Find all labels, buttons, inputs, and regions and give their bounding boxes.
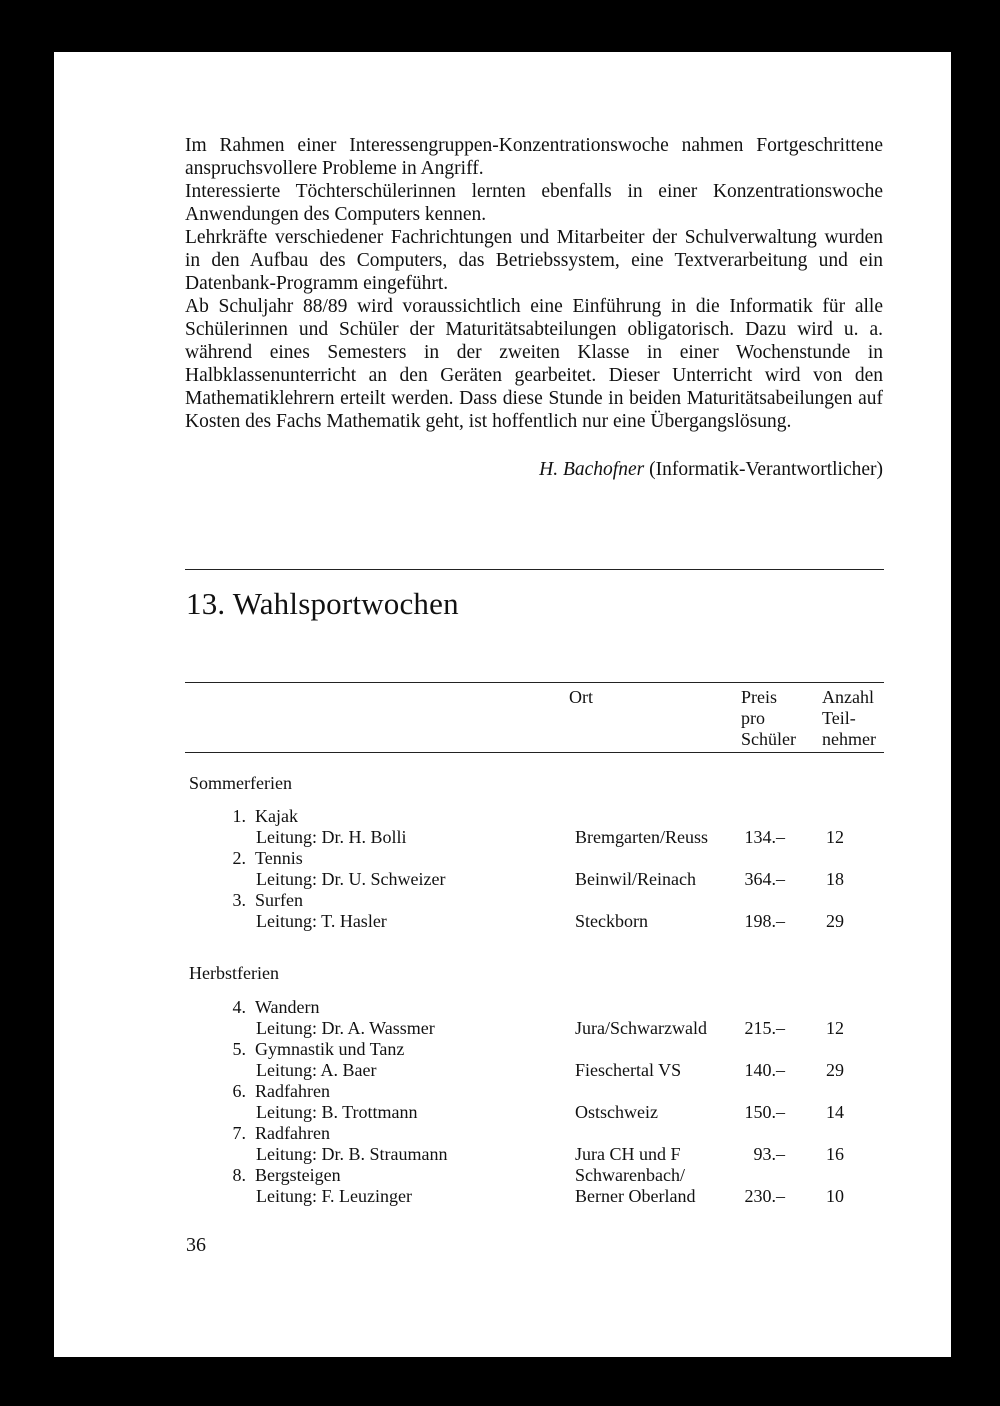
header-preis-line-2: pro	[741, 708, 765, 728]
row-number: 6.	[232, 1081, 246, 1101]
row-preis: 150.–	[744, 1102, 785, 1122]
row-ort: Jura CH und F	[575, 1144, 681, 1164]
row-sport: Gymnastik und Tanz	[255, 1039, 405, 1059]
row-sport: Bergsteigen	[255, 1165, 341, 1185]
row-leitung: Leitung: A. Baer	[256, 1060, 377, 1080]
scan-border-top	[0, 0, 1000, 52]
row-ort: Schwarenbach/	[575, 1165, 685, 1185]
row-anzahl: 16	[826, 1144, 844, 1164]
row-leitung: Leitung: B. Trottmann	[256, 1102, 418, 1122]
row-preis: 198.–	[744, 911, 785, 931]
row-ort: Jura/Schwarzwald	[575, 1018, 707, 1038]
row-sport: Radfahren	[255, 1081, 330, 1101]
row-preis: 134.–	[744, 827, 785, 847]
header-preis-line-3: Schüler	[741, 729, 796, 749]
row-sport: Kajak	[255, 806, 298, 826]
row-number: 4.	[232, 997, 246, 1017]
row-leitung: Leitung: Dr. U. Schweizer	[256, 869, 446, 889]
row-number: 7.	[232, 1123, 246, 1143]
row-ort: Ostschweiz	[575, 1102, 658, 1122]
intro-paragraph-2: Interessierte Töchterschülerinnen lernten ebenfalls in einer Konzentrationswoche Anwendungen des Computers kennen.	[185, 181, 883, 225]
header-preis-line-1: Preis	[741, 687, 777, 707]
intro-paragraph-1: Im Rahmen einer Interessengruppen-Konzentrationswoche nahmen Fortgeschrittene anspruchsvollere Probleme in Angriff.	[185, 135, 883, 179]
row-leitung: Leitung: Dr. A. Wassmer	[256, 1018, 435, 1038]
row-sport: Wandern	[255, 997, 320, 1017]
row-number: 5.	[232, 1039, 246, 1059]
row-number: 1.	[232, 806, 246, 826]
row-anzahl: 14	[826, 1102, 844, 1122]
row-preis: 230.–	[744, 1186, 785, 1206]
intro-paragraph-3: Lehrkräfte verschiedener Fachrichtungen und Mitarbeiter der Schulverwaltung wurden in den Aufbau des Computers, das Betriebssystem, eine Textverarbeitung und ein Datenbank-Programm eingeführt.	[185, 227, 883, 294]
section-divider	[185, 569, 884, 570]
header-anzahl-line-2: Teil-	[822, 708, 856, 728]
table-header-rule	[185, 752, 884, 753]
row-anzahl: 29	[826, 1060, 844, 1080]
row-sport: Radfahren	[255, 1123, 330, 1143]
table-top-rule	[185, 682, 884, 683]
row-sport: Tennis	[255, 848, 303, 868]
intro-paragraph-4: Ab Schuljahr 88/89 wird voraussichtlich eine Einführung in die Informatik für alle Schülerinnen und Schüler der Maturitätsabteilungen obligatorisch. Dazu wird u. a. während eines Semesters in der zweiten Klasse in einer Wochenstunde in Halbklassenunterricht an den Geräten gearbeitet. Dieser Unterricht wird von den Mathematiklehrern erteilt werden. Dass diese Stunde in beiden Maturitätsabeilungen auf Kosten des Fachs Mathematik geht, ist hoffentlich nur eine Übergangslösung.	[185, 296, 883, 432]
row-leitung: Leitung: F. Leuzinger	[256, 1186, 413, 1206]
intro-text	[185, 134, 883, 433]
row-anzahl: 18	[826, 869, 844, 889]
row-anzahl: 10	[826, 1186, 844, 1206]
page-number: 36	[186, 1234, 206, 1256]
group-label-sommerferien: Sommerferien	[189, 773, 292, 793]
row-leitung: Leitung: Dr. H. Bolli	[256, 827, 407, 847]
group-label-herbstferien: Herbstferien	[189, 963, 279, 983]
row-ort: Bremgarten/Reuss	[575, 827, 708, 847]
row-anzahl: 12	[826, 1018, 844, 1038]
scan-border-bottom	[0, 1357, 1000, 1406]
section-title: 13. Wahlsportwochen	[186, 586, 459, 621]
row-ort-line-2: Berner Oberland	[575, 1186, 696, 1206]
signature-name: H. Bachofner	[539, 459, 645, 480]
row-number: 8.	[232, 1165, 246, 1185]
row-number: 3.	[232, 890, 246, 910]
row-anzahl: 12	[826, 827, 844, 847]
row-leitung: Leitung: T. Hasler	[256, 911, 387, 931]
row-ort: Beinwil/Reinach	[575, 869, 696, 889]
header-preis	[741, 687, 796, 750]
signature	[185, 459, 883, 481]
header-anzahl-line-3: nehmer	[822, 729, 876, 749]
row-preis: 215.–	[744, 1018, 785, 1038]
row-leitung: Leitung: Dr. B. Straumann	[256, 1144, 448, 1164]
row-ort: Steckborn	[575, 911, 648, 931]
row-number: 2.	[232, 848, 246, 868]
row-preis: 140.–	[744, 1060, 785, 1080]
row-sport: Surfen	[255, 890, 303, 910]
row-anzahl: 29	[826, 911, 844, 931]
scan-border-right	[951, 0, 1000, 1406]
scan-border-left	[0, 0, 54, 1406]
header-anzahl-line-1: Anzahl	[822, 687, 874, 707]
row-ort: Fieschertal VS	[575, 1060, 682, 1080]
header-anzahl	[822, 687, 876, 750]
header-ort: Ort	[569, 687, 593, 707]
row-preis: 93.–	[753, 1144, 785, 1164]
row-preis: 364.–	[744, 869, 785, 889]
signature-role: (Informatik-Verantwortlicher)	[649, 459, 883, 480]
